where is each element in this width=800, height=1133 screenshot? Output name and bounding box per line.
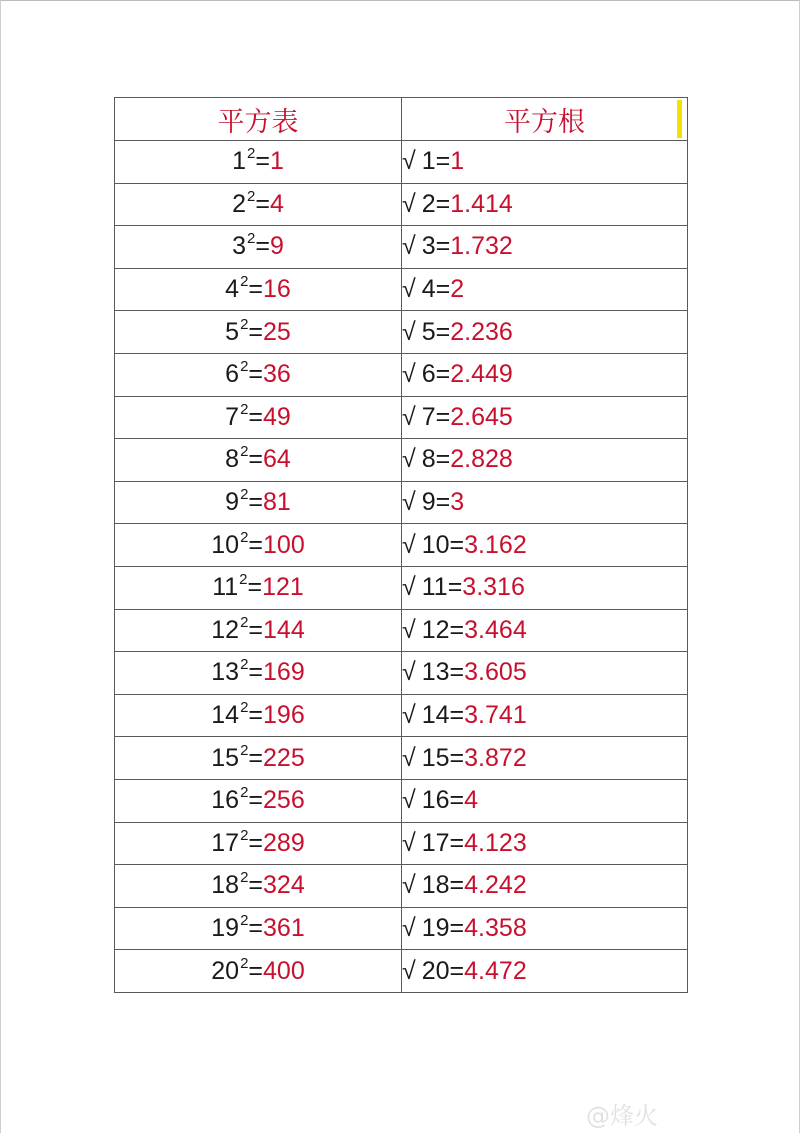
square-value: 121 (262, 573, 304, 602)
square-value: 324 (263, 871, 305, 900)
equals-sign: = (248, 786, 264, 815)
radicand: 10 (421, 530, 450, 559)
radical-sign-icon: √ (402, 488, 416, 517)
equals-sign: = (435, 317, 451, 346)
square-base: 2 (232, 189, 247, 218)
square-root-cell (402, 694, 688, 737)
table-row (115, 268, 688, 311)
square-base: 7 (225, 402, 240, 431)
square-exponent: 2 (240, 400, 249, 418)
square-cell (115, 226, 402, 269)
radical-sign-icon: √ (402, 147, 416, 176)
radicand: 11 (421, 573, 448, 602)
header-square-roots (402, 98, 688, 141)
square-root-value: 3.162 (464, 530, 527, 559)
radical-sign-icon: √ (402, 701, 416, 730)
header-square-roots-label: 平方根 (504, 106, 585, 138)
equals-sign: = (248, 828, 264, 857)
square-exponent: 2 (240, 443, 249, 461)
radical-sign-icon: √ (402, 871, 416, 900)
square-root-cell (402, 311, 688, 354)
square-root-cell (402, 950, 688, 993)
square-base: 10 (211, 530, 240, 559)
equals-sign: = (247, 573, 263, 602)
square-value: 256 (263, 786, 305, 815)
square-exponent: 2 (240, 486, 249, 504)
radical-sign-icon: √ (402, 956, 416, 985)
square-exponent: 2 (240, 656, 249, 674)
equals-sign: = (248, 488, 264, 517)
page-top-edge (0, 0, 800, 1)
equals-sign: = (248, 743, 264, 772)
table-body (115, 141, 688, 993)
square-cell (115, 524, 402, 567)
equals-sign: = (449, 701, 465, 730)
table-row (115, 609, 688, 652)
square-root-value: 3.872 (464, 743, 527, 772)
square-root-cell (402, 737, 688, 780)
square-base: 18 (211, 871, 240, 900)
square-root-cell (402, 566, 688, 609)
radical-sign-icon: √ (402, 232, 416, 261)
equals-sign: = (248, 360, 264, 389)
table-row (115, 439, 688, 482)
square-cell (115, 652, 402, 695)
square-cell (115, 183, 402, 226)
square-root-cell (402, 268, 688, 311)
radical-sign-icon: √ (402, 445, 416, 474)
radical-sign-icon: √ (402, 275, 416, 304)
square-exponent: 2 (247, 187, 256, 205)
square-base: 1 (232, 147, 247, 176)
radical-sign-icon: √ (402, 189, 416, 218)
square-value: 289 (263, 828, 305, 857)
square-cell (115, 737, 402, 780)
square-root-cell (402, 226, 688, 269)
table-row (115, 779, 688, 822)
square-root-cell (402, 141, 688, 184)
square-cell (115, 268, 402, 311)
equals-sign: = (435, 445, 451, 474)
radicand: 6 (421, 360, 436, 389)
square-value: 361 (263, 913, 305, 942)
square-root-value: 3.316 (462, 573, 525, 602)
radical-sign-icon: √ (402, 573, 416, 602)
equals-sign: = (248, 615, 264, 644)
square-base: 5 (225, 317, 240, 346)
equals-sign: = (248, 445, 264, 474)
square-base: 12 (211, 615, 240, 644)
square-value: 49 (263, 402, 291, 431)
radicand: 19 (421, 913, 450, 942)
equals-sign: = (449, 871, 465, 900)
square-exponent: 2 (240, 911, 249, 929)
square-cell (115, 779, 402, 822)
square-cell (115, 439, 402, 482)
table-row (115, 694, 688, 737)
square-root-value: 3.605 (464, 658, 527, 687)
square-root-value: 4 (464, 786, 479, 815)
table-row (115, 822, 688, 865)
equals-sign: = (449, 913, 465, 942)
table-row (115, 907, 688, 950)
square-root-value: 2.236 (450, 317, 513, 346)
header-squares: 平方表 (115, 98, 402, 141)
radical-sign-icon: √ (402, 743, 416, 772)
radicand: 2 (421, 189, 436, 218)
square-cell (115, 141, 402, 184)
table-row (115, 481, 688, 524)
square-root-cell (402, 652, 688, 695)
table-row (115, 652, 688, 695)
square-cell (115, 311, 402, 354)
square-cell (115, 822, 402, 865)
square-base: 4 (225, 275, 240, 304)
equals-sign: = (449, 615, 465, 644)
radical-sign-icon: √ (402, 360, 416, 389)
equals-sign: = (435, 402, 451, 431)
equals-sign: = (248, 275, 264, 304)
equals-sign: = (449, 743, 465, 772)
square-cell (115, 694, 402, 737)
square-root-cell (402, 183, 688, 226)
square-base: 20 (211, 956, 240, 985)
equals-sign: = (248, 402, 264, 431)
square-exponent: 2 (240, 954, 249, 972)
square-value: 100 (263, 530, 305, 559)
squares-table (114, 97, 688, 993)
square-cell (115, 865, 402, 908)
square-root-value: 3 (450, 488, 465, 517)
square-cell (115, 396, 402, 439)
square-exponent: 2 (240, 315, 249, 333)
radical-sign-icon: √ (402, 828, 416, 857)
square-root-value: 4.242 (464, 871, 527, 900)
square-value: 25 (263, 317, 291, 346)
square-value: 16 (263, 275, 291, 304)
table-row (115, 865, 688, 908)
radicand: 14 (421, 701, 450, 730)
square-root-value: 1.732 (450, 232, 513, 261)
square-value: 4 (269, 189, 284, 218)
table-row (115, 183, 688, 226)
square-base: 15 (211, 743, 240, 772)
square-exponent: 2 (240, 869, 249, 887)
table-row (115, 524, 688, 567)
radical-sign-icon: √ (402, 786, 416, 815)
page-left-edge (0, 0, 1, 1133)
square-base: 19 (211, 913, 240, 942)
square-exponent: 2 (247, 230, 256, 248)
square-root-value: 3.741 (464, 701, 527, 730)
square-root-value: 1 (450, 147, 465, 176)
square-root-cell (402, 439, 688, 482)
radical-sign-icon: √ (402, 317, 416, 346)
radical-sign-icon: √ (402, 913, 416, 942)
radical-sign-icon: √ (402, 530, 416, 559)
square-exponent: 2 (240, 741, 249, 759)
equals-sign: = (447, 573, 463, 602)
radicand: 18 (421, 871, 450, 900)
equals-sign: = (435, 147, 451, 176)
square-value: 196 (263, 701, 305, 730)
square-value: 144 (263, 615, 305, 644)
equals-sign: = (435, 275, 451, 304)
square-base: 13 (211, 658, 240, 687)
square-root-value: 4.472 (464, 956, 527, 985)
square-cell (115, 609, 402, 652)
square-base: 14 (211, 701, 240, 730)
equals-sign: = (449, 658, 465, 687)
square-root-value: 4.358 (464, 913, 527, 942)
square-cell (115, 566, 402, 609)
table-row (115, 311, 688, 354)
square-root-value: 4.123 (464, 828, 527, 857)
square-root-cell (402, 822, 688, 865)
radicand: 4 (421, 275, 436, 304)
square-root-cell (402, 353, 688, 396)
square-root-value: 2 (450, 275, 465, 304)
radicand: 9 (421, 488, 436, 517)
square-base: 16 (211, 786, 240, 815)
equals-sign: = (248, 913, 264, 942)
square-value: 81 (263, 488, 291, 517)
radicand: 15 (421, 743, 450, 772)
square-root-value: 3.464 (464, 615, 527, 644)
square-root-cell (402, 396, 688, 439)
table-row (115, 226, 688, 269)
equals-sign: = (449, 530, 465, 559)
square-root-value: 1.414 (450, 189, 513, 218)
equals-sign: = (248, 701, 264, 730)
square-value: 225 (263, 743, 305, 772)
equals-sign: = (435, 232, 451, 261)
radicand: 8 (421, 445, 436, 474)
radicand: 13 (421, 658, 450, 687)
radicand: 3 (421, 232, 436, 261)
table-row (115, 566, 688, 609)
radicand: 5 (421, 317, 436, 346)
equals-sign: = (449, 786, 465, 815)
square-root-cell (402, 481, 688, 524)
square-exponent: 2 (240, 826, 249, 844)
square-value: 36 (263, 360, 291, 389)
equals-sign: = (248, 530, 264, 559)
radical-sign-icon: √ (402, 402, 416, 431)
equals-sign: = (435, 488, 451, 517)
square-value: 64 (263, 445, 291, 474)
equals-sign: = (248, 317, 264, 346)
table-row (115, 737, 688, 780)
square-cell (115, 481, 402, 524)
equals-sign: = (449, 956, 465, 985)
watermark-logo: @烽火 (586, 1102, 658, 1130)
equals-sign: = (248, 658, 264, 687)
square-root-cell (402, 865, 688, 908)
square-exponent: 2 (240, 699, 249, 717)
square-exponent: 2 (240, 273, 249, 291)
square-base: 17 (211, 828, 240, 857)
radicand: 1 (421, 147, 436, 176)
radicand: 16 (421, 786, 450, 815)
equals-sign: = (435, 189, 451, 218)
square-value: 1 (269, 147, 284, 176)
table-row (115, 396, 688, 439)
square-cell (115, 353, 402, 396)
equals-sign: = (255, 147, 270, 176)
square-root-value: 2.645 (450, 402, 513, 431)
square-base: 8 (225, 445, 240, 474)
table-row (115, 141, 688, 184)
table-row (115, 950, 688, 993)
equals-sign: = (248, 871, 264, 900)
square-exponent: 2 (247, 145, 256, 163)
square-exponent: 2 (240, 528, 249, 546)
equals-sign: = (255, 232, 270, 261)
radicand: 20 (421, 956, 450, 985)
equals-sign: = (248, 956, 264, 985)
table-header-row (115, 98, 688, 141)
square-root-cell (402, 907, 688, 950)
square-base: 3 (232, 232, 247, 261)
square-root-value: 2.828 (450, 445, 513, 474)
square-base: 6 (225, 360, 240, 389)
square-exponent: 2 (240, 613, 249, 631)
cursor-highlight-mark (677, 100, 682, 138)
square-base: 11 (212, 573, 239, 602)
square-root-cell (402, 524, 688, 567)
square-root-cell (402, 609, 688, 652)
square-value: 9 (269, 232, 284, 261)
equals-sign: = (255, 189, 270, 218)
radicand: 7 (421, 402, 436, 431)
square-value: 169 (263, 658, 305, 687)
square-value: 400 (263, 956, 305, 985)
square-cell (115, 950, 402, 993)
equals-sign: = (449, 828, 465, 857)
square-root-cell (402, 779, 688, 822)
square-root-value: 2.449 (450, 360, 513, 389)
table-row (115, 353, 688, 396)
radical-sign-icon: √ (402, 615, 416, 644)
radicand: 12 (421, 615, 450, 644)
square-base: 9 (225, 488, 240, 517)
equals-sign: = (435, 360, 451, 389)
radical-sign-icon: √ (402, 658, 416, 687)
radicand: 17 (421, 828, 450, 857)
square-exponent: 2 (239, 571, 248, 589)
square-exponent: 2 (240, 784, 249, 802)
square-cell (115, 907, 402, 950)
square-exponent: 2 (240, 358, 249, 376)
